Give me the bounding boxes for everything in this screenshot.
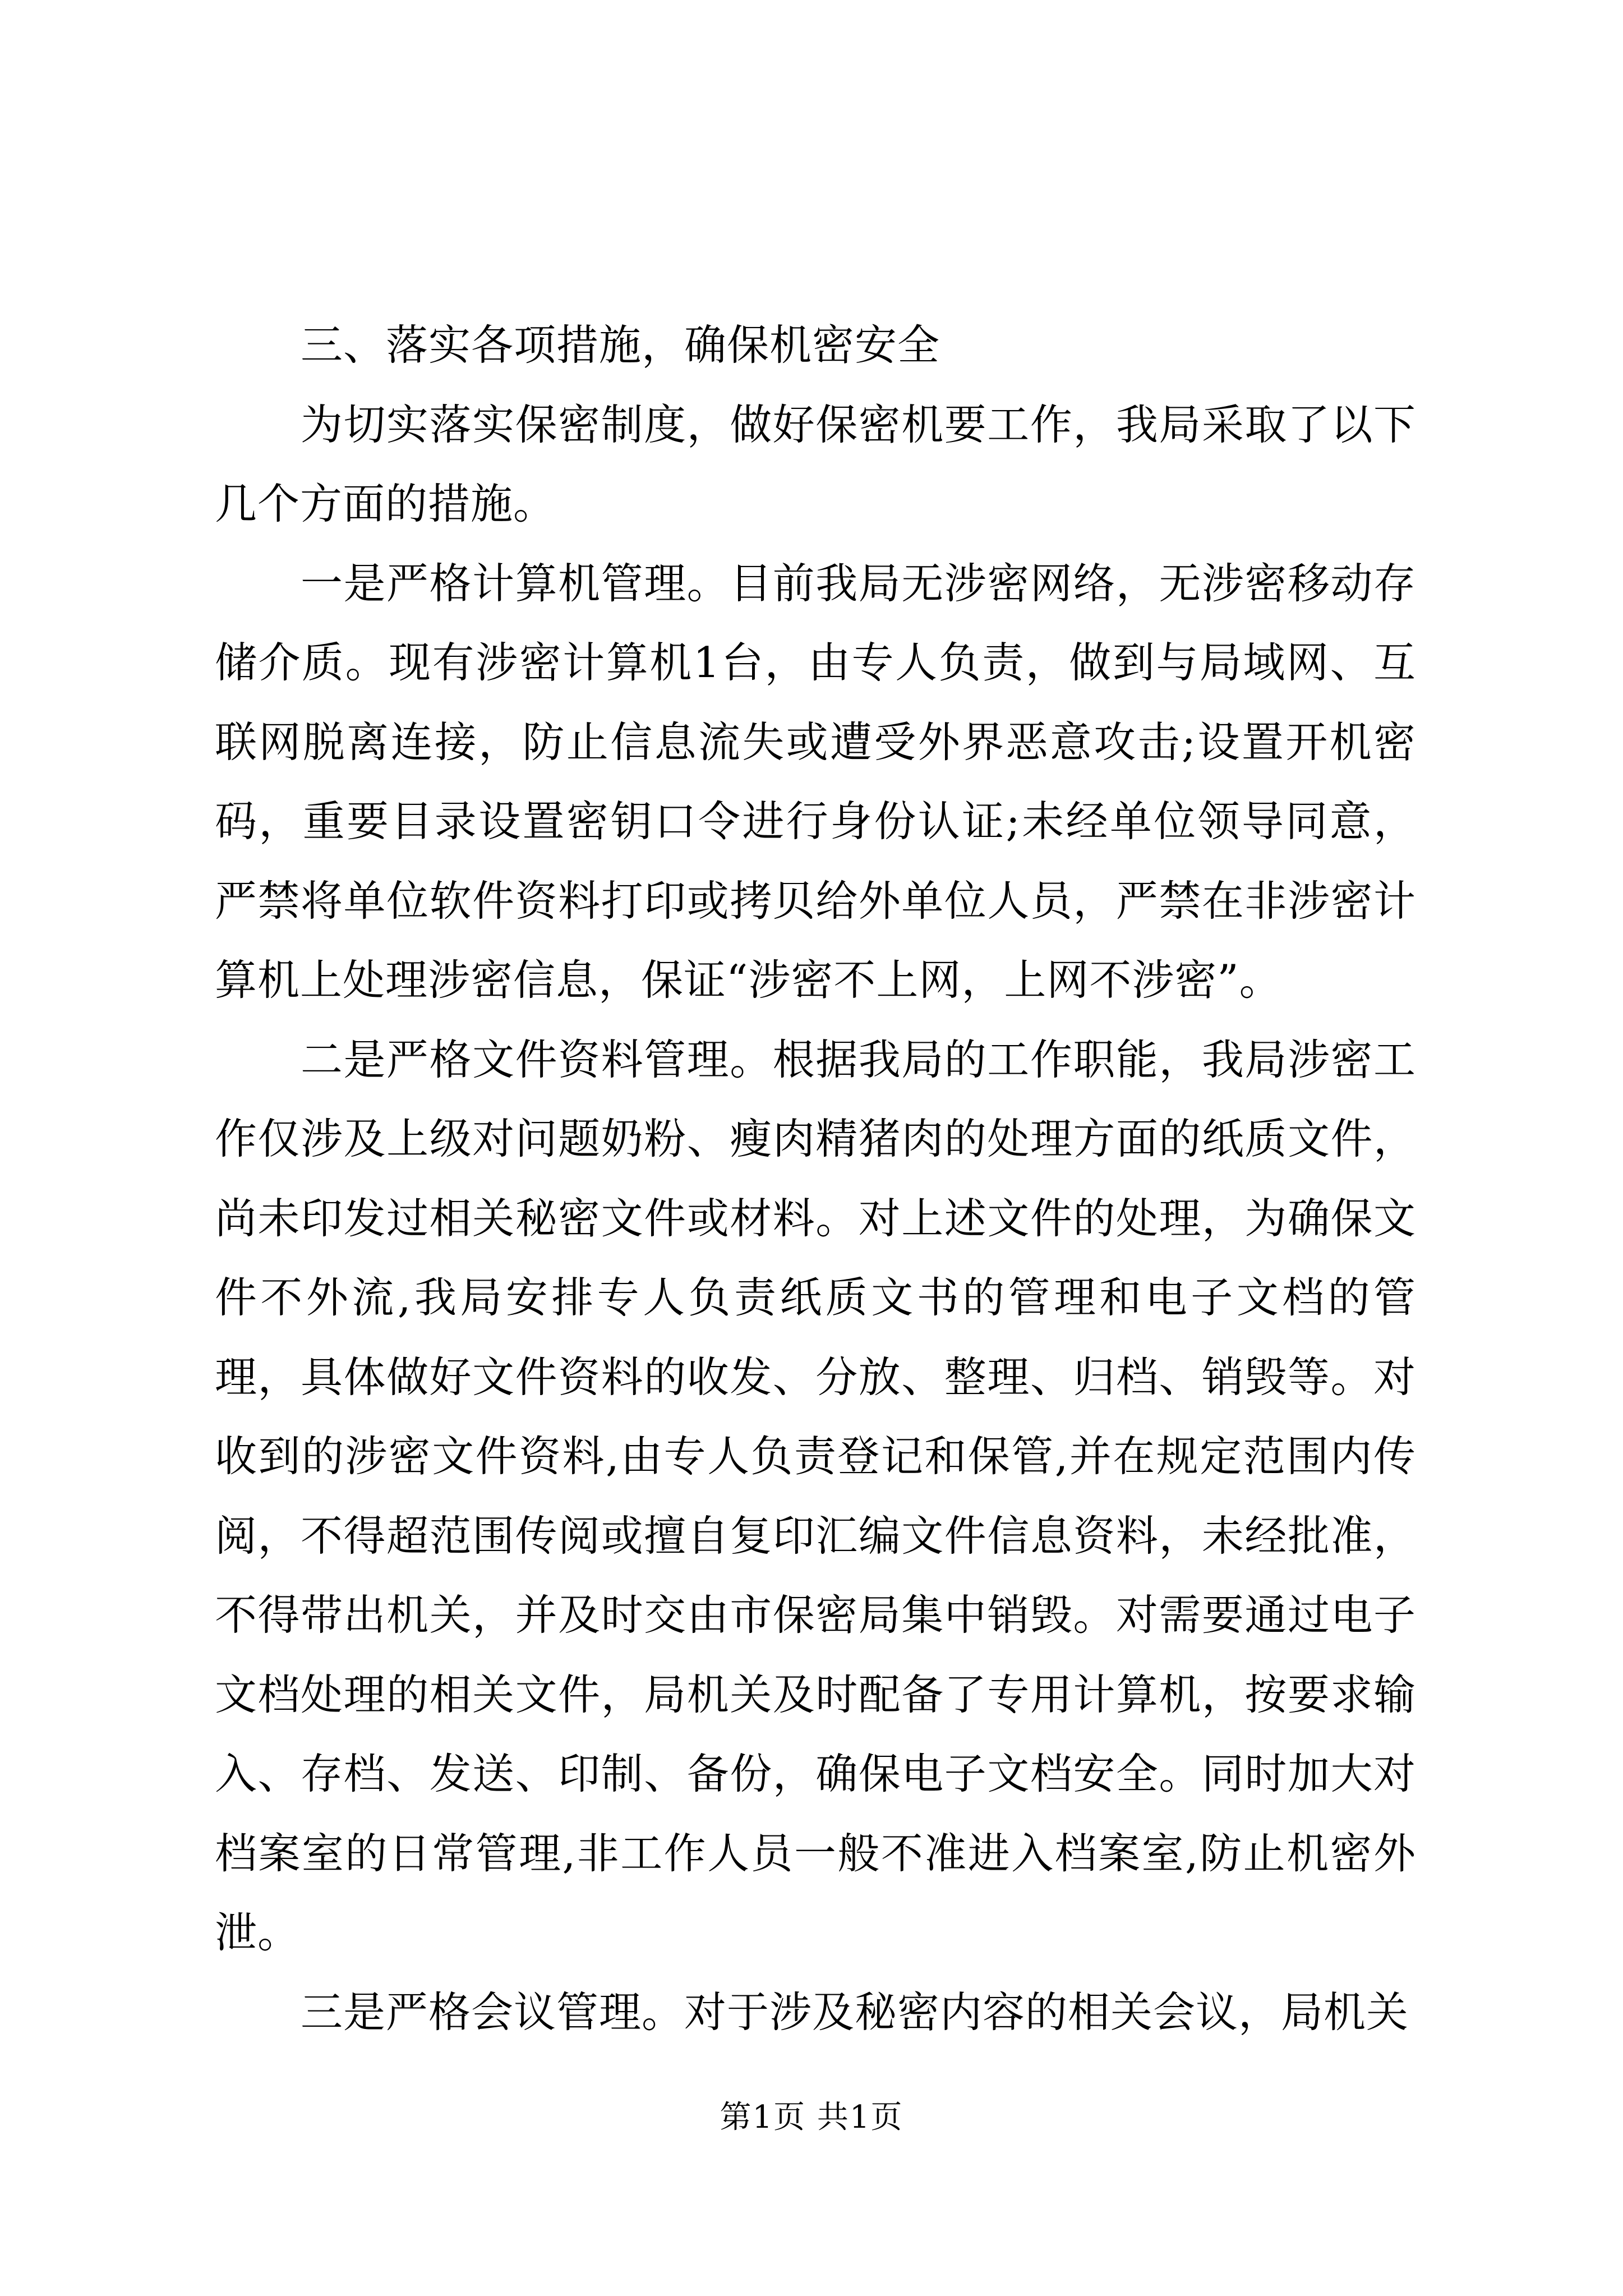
page-footer: 第1页 共1页 [720,2099,903,2136]
document-body [215,306,1416,2052]
paragraph-meeting-management: 三是严格会议管理。对于涉及秘密内容的相关会议，局机关 [301,1987,1409,2037]
paragraph-computer-management: 一是严格计算机管理。目前我局无涉密网络，无涉密移动存储介质。现有涉密计算机1台，由专人负责，做到与局域网、互联网脱离连接，防止信息流失或遭受外界恶意攻击;设置开机密码，重要目录设置密钥口令进行身份认证;未经单位领导同意，严禁将单位软件资料打印或拷贝给外单位人员，严禁在非涉密计算机上处理涉密信息，保证“涉密不上网，上网不涉密”。 [215,558,1416,1005]
section-heading: 三、落实各项措施，确保机密安全 [301,320,940,370]
paragraph-intro: 为切实落实保密制度，做好保密机要工作，我局采取了以下几个方面的措施。 [215,399,1416,528]
paragraph-document-management: 二是严格文件资料管理。根据我局的工作职能，我局涉密工作仅涉及上级对问题奶粉、瘦肉精猪肉的处理方面的纸质文件，尚未印发过相关秘密文件或材料。对上述文件的处理，为确保文件不外流,我局安排专人负责纸质文书的管理和电子文档的管理，具体做好文件资料的收发、分放、整理、归档、销毁等。对收到的涉密文件资料,由专人负责登记和保管,并在规定范围内传阅，不得超范围传阅或擅自复印汇编文件信息资料，未经批准，不得带出机关，并及时交由市保密局集中销毁。对需要通过电子文档处理的相关文件，局机关及时配备了专用计算机，按要求输入、存档、发送、印制、备份，确保电子文档安全。同时加大对档案室的日常管理,非工作人员一般不准进入档案室,防止机密外泄。 [215,1034,1416,1957]
